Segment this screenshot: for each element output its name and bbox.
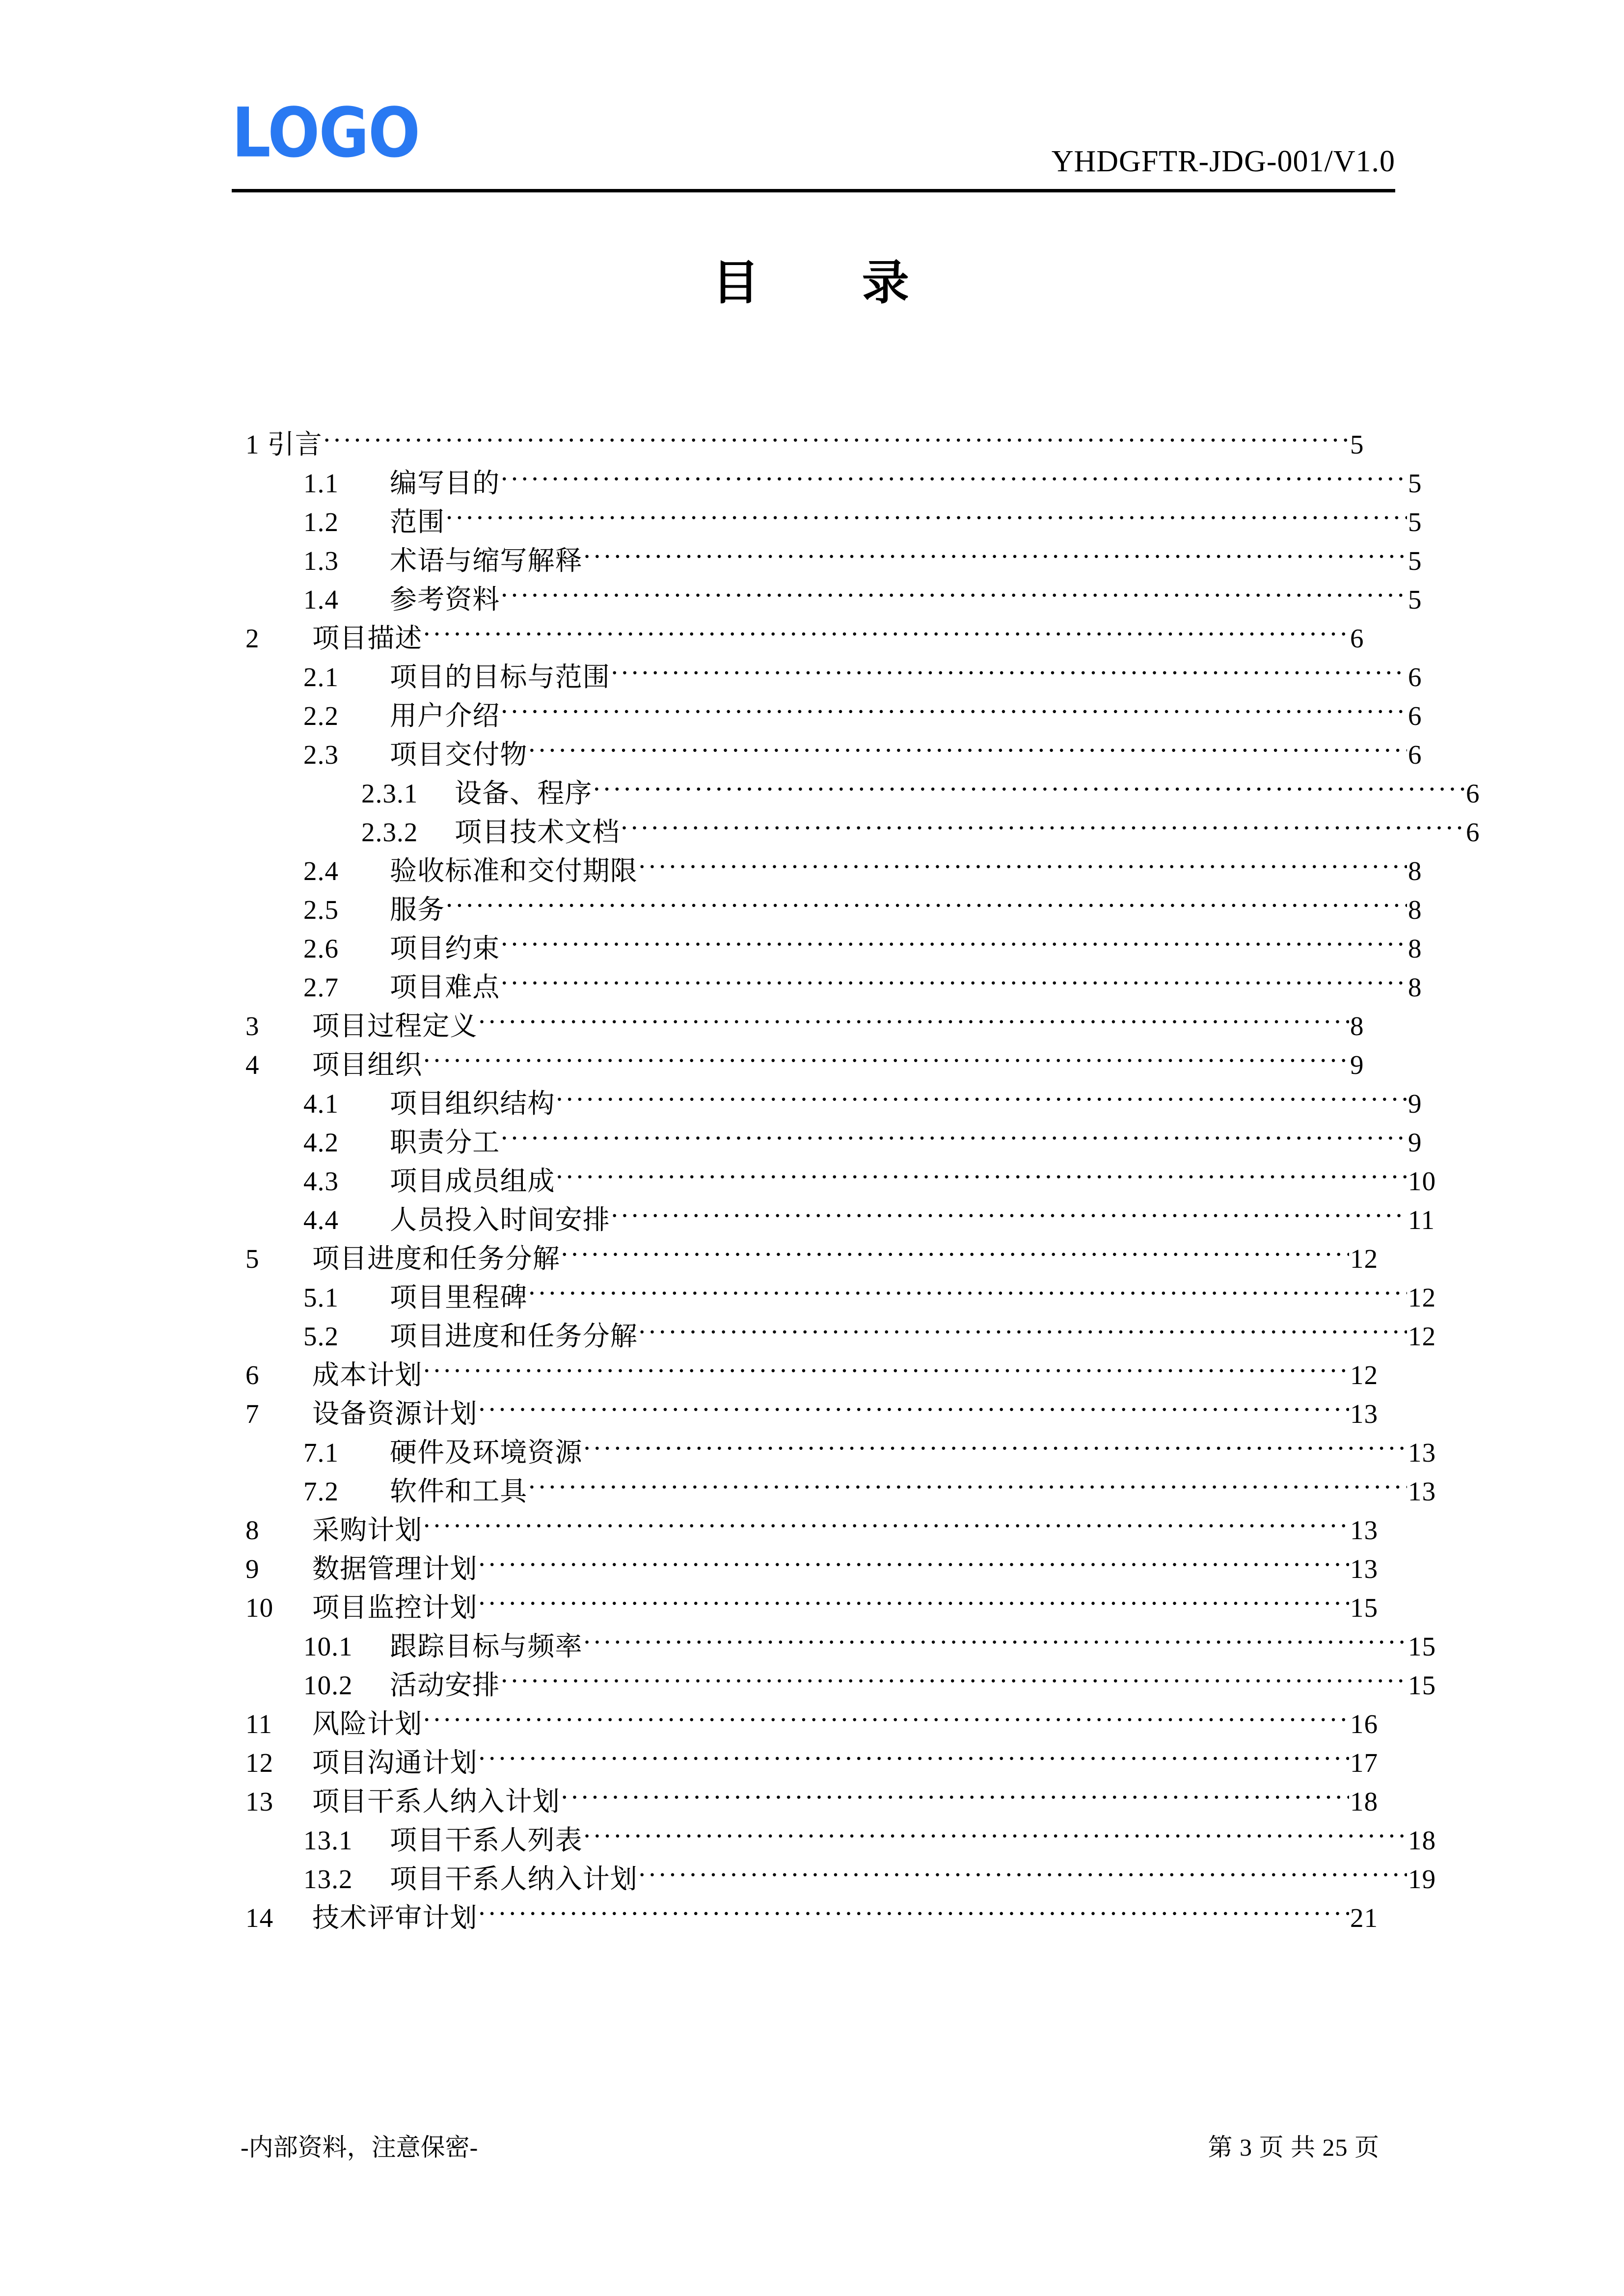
toc-entry-number: 2.1 [303,662,339,692]
toc-entry-number: 5.1 [303,1282,339,1312]
toc-entry-number: 12 [245,1748,274,1778]
toc-entry-page-number: 6 [1408,740,1422,770]
toc-entry-label: 验收标准和交付期限 [390,856,638,886]
toc-dot-leader [501,1113,1407,1151]
toc-entry-number: 7.2 [303,1476,339,1506]
header-divider [232,189,1395,192]
toc-dot-leader [501,1655,1407,1694]
toc-entry-page-number: 5 [1408,507,1422,537]
toc-dot-leader [501,919,1407,958]
company-logo: LOGO [232,92,420,173]
toc-entry-page-number: 8 [1408,856,1422,886]
toc-entry-page-number: 6 [1350,623,1364,653]
toc-entry-label: 项目监控计划 [312,1593,478,1623]
toc-entry-number: 4.3 [303,1166,339,1196]
toc-dot-leader [501,454,1407,492]
toc-entry-number: 2.7 [303,972,339,1002]
toc-entry-number: 1.2 [303,507,339,537]
toc-entry-label: 成本计划 [312,1360,423,1390]
toc-entry-number: 14 [245,1903,274,1933]
toc-entry-page-number: 5 [1408,468,1422,498]
table-of-contents [245,415,1480,1933]
toc-dot-leader [446,492,1407,531]
toc-entry-number: 2.2 [303,701,339,731]
toc-entry-label: 项目干系人纳入计划 [390,1864,638,1894]
toc-dot-leader [639,1849,1407,1888]
toc-entry-page-number: 18 [1408,1825,1436,1855]
toc-dot-leader [446,880,1407,919]
toc-entry[interactable] [245,1074,1442,1119]
confidential-note: -内部资料，注意保密- [241,2134,478,2161]
toc-entry-number: 1.3 [303,546,339,576]
toc-dot-leader [479,1888,1349,1927]
toc-dot-leader [639,841,1407,880]
toc-entry-number: 4.1 [303,1089,339,1119]
toc-dot-leader [611,647,1407,686]
toc-entry-page-number: 6 [1408,701,1422,731]
toc-entry-label: 活动安排 [390,1670,500,1700]
toc-entry-number: 13.2 [303,1864,353,1894]
toc-entry-page-number: 13 [1350,1515,1379,1545]
toc-entry-label: 项目里程碑 [390,1282,528,1312]
toc-dot-leader [584,1617,1407,1655]
page-title: 目 录 [712,257,912,309]
toc-dot-leader [423,1345,1349,1384]
toc-entry-label: 引言 [267,429,323,459]
toc-entry-page-number: 17 [1350,1748,1379,1778]
toc-entry-page-number: 8 [1408,895,1422,925]
toc-dot-leader [479,1539,1349,1578]
toc-entry-number: 8 [245,1515,260,1545]
toc-entry-label: 设备资源计划 [312,1399,478,1429]
toc-entry-label: 项目干系人列表 [390,1825,583,1855]
toc-entry[interactable] [245,415,1384,459]
toc-entry-page-number: 6 [1466,817,1480,847]
toc-entry[interactable] [245,454,1442,498]
toc-entry-label: 术语与缩写解释 [390,546,583,576]
toc-entry-page-number: 12 [1408,1321,1436,1351]
toc-entry-label: 设备、程序 [455,778,593,808]
toc-dot-leader [639,1307,1407,1345]
toc-entry-label: 人员投入时间安排 [390,1205,610,1235]
toc-dot-leader [611,1190,1407,1229]
toc-entry-label: 数据管理计划 [312,1554,478,1584]
toc-entry-page-number: 11 [1408,1205,1435,1235]
toc-entry-page-number: 5 [1350,429,1364,459]
toc-dot-leader [529,725,1407,764]
toc-entry-label: 范围 [390,507,445,537]
toc-entry-number: 2 [245,623,260,653]
toc-entry-number: 4 [245,1050,260,1080]
toc-dot-leader [479,1578,1349,1617]
toc-dot-leader [324,415,1349,454]
toc-entry-number: 10.2 [303,1670,353,1700]
toc-dot-leader [561,1772,1349,1811]
toc-dot-leader [621,802,1465,841]
toc-entry-page-number: 5 [1408,546,1422,576]
toc-entry-number: 6 [245,1360,260,1390]
toc-entry-label: 项目约束 [390,934,500,963]
toc-entry-page-number: 9 [1350,1050,1364,1080]
toc-entry-page-number: 9 [1408,1089,1422,1119]
toc-entry-label: 硬件及环境资源 [390,1438,583,1468]
toc-entry-label: 项目交付物 [390,740,528,770]
toc-entry-label: 职责分工 [390,1127,500,1157]
toc-entry-page-number: 10 [1408,1166,1436,1196]
toc-entry-label: 参考资料 [390,585,500,614]
toc-dot-leader [479,1733,1349,1772]
toc-entry-page-number: 12 [1408,1282,1436,1312]
toc-entry-page-number: 19 [1408,1864,1436,1894]
toc-entry-number: 9 [245,1554,260,1584]
toc-entry-number: 2.5 [303,895,339,925]
toc-entry-label: 用户介绍 [390,701,500,731]
page-indicator: 第 3 页 共 25 页 [1208,2134,1380,2161]
toc-entry-label: 项目组织结构 [390,1089,555,1119]
toc-entry-page-number: 15 [1350,1593,1379,1623]
toc-dot-leader [529,1462,1407,1500]
document-code: YHDGFTR-JDG-001/V1.0 [1051,145,1395,178]
toc-dot-leader [479,1384,1349,1423]
toc-dot-leader [423,609,1349,647]
toc-entry-page-number: 18 [1350,1787,1379,1816]
toc-entry-number: 4.2 [303,1127,339,1157]
toc-entry-label: 项目成员组成 [390,1166,555,1196]
toc-entry-page-number: 9 [1408,1127,1422,1157]
toc-entry-number: 1.1 [303,468,339,498]
toc-entry-label: 服务 [390,895,445,925]
toc-entry-number: 3 [245,1011,260,1041]
toc-entry-page-number: 16 [1350,1709,1379,1739]
toc-dot-leader [556,1151,1407,1190]
toc-entry-number: 10.1 [303,1631,353,1661]
toc-entry-label: 项目描述 [312,623,423,653]
toc-entry-number: 1 [245,429,260,459]
toc-dot-leader [501,686,1407,725]
toc-dot-leader [556,1074,1407,1113]
toc-entry-page-number: 13 [1350,1554,1379,1584]
toc-entry-label: 项目干系人纳入计划 [312,1787,560,1816]
toc-entry-label: 风险计划 [312,1709,423,1739]
toc-entry-page-number: 15 [1408,1631,1436,1661]
toc-dot-leader [529,1268,1407,1307]
toc-entry[interactable] [245,647,1442,692]
toc-entry-number: 13 [245,1787,274,1816]
toc-dot-leader [501,958,1407,996]
toc-entry-page-number: 6 [1466,778,1480,808]
toc-entry-number: 7 [245,1399,260,1429]
toc-entry-number: 11 [245,1709,273,1739]
toc-entry-label: 项目过程定义 [312,1011,478,1041]
toc-dot-leader [423,1035,1349,1074]
toc-entry-number: 5.2 [303,1321,339,1351]
toc-dot-leader [423,1694,1349,1733]
toc-entry-label: 采购计划 [312,1515,423,1545]
toc-entry-page-number: 13 [1350,1399,1379,1429]
toc-dot-leader [561,1229,1349,1268]
toc-entry-page-number: 8 [1408,972,1422,1002]
toc-entry-label: 技术评审计划 [312,1903,478,1933]
toc-entry-page-number: 5 [1408,585,1422,614]
toc-entry-number: 13.1 [303,1825,353,1855]
toc-entry-page-number: 8 [1408,934,1422,963]
toc-entry-label: 项目的目标与范围 [390,662,610,692]
toc-entry-label: 项目进度和任务分解 [390,1321,638,1351]
toc-entry-page-number: 13 [1408,1438,1436,1468]
toc-entry-number: 7.1 [303,1438,339,1468]
toc-entry-number: 10 [245,1593,274,1623]
toc-dot-leader [584,1811,1407,1849]
toc-entry-page-number: 8 [1350,1011,1364,1041]
toc-entry-label: 项目进度和任务分解 [312,1244,560,1274]
toc-entry-label: 跟踪目标与频率 [390,1631,583,1661]
toc-entry-number: 2.4 [303,856,339,886]
toc-entry-number: 2.3.1 [361,778,418,808]
toc-dot-leader [479,996,1349,1035]
toc-entry-label: 项目难点 [390,972,500,1002]
toc-entry-number: 4.4 [303,1205,339,1235]
toc-dot-leader [501,570,1407,609]
toc-entry-label: 编写目的 [390,468,500,498]
toc-entry-label: 项目沟通计划 [312,1748,478,1778]
page-header [232,92,1395,196]
toc-dot-leader [584,531,1407,570]
toc-entry-label: 项目技术文档 [455,817,620,847]
toc-dot-leader [584,1423,1407,1462]
toc-entry-label: 软件和工具 [390,1476,528,1506]
toc-entry-page-number: 15 [1408,1670,1436,1700]
toc-entry-number: 1.4 [303,585,339,614]
toc-dot-leader [594,764,1465,802]
toc-entry-number: 2.3 [303,740,339,770]
toc-entry-number: 2.3.2 [361,817,418,847]
toc-entry-page-number: 13 [1408,1476,1436,1506]
toc-entry-label: 项目组织 [312,1050,423,1080]
toc-dot-leader [423,1500,1349,1539]
toc-entry-page-number: 12 [1350,1360,1379,1390]
toc-entry-number: 2.6 [303,934,339,963]
page-footer [241,2133,1389,2162]
toc-entry-number: 5 [245,1244,260,1274]
header-row [232,92,1395,187]
toc-entry-page-number: 21 [1350,1903,1379,1933]
toc-entry-page-number: 6 [1408,662,1422,692]
toc-entry-page-number: 12 [1350,1244,1379,1274]
